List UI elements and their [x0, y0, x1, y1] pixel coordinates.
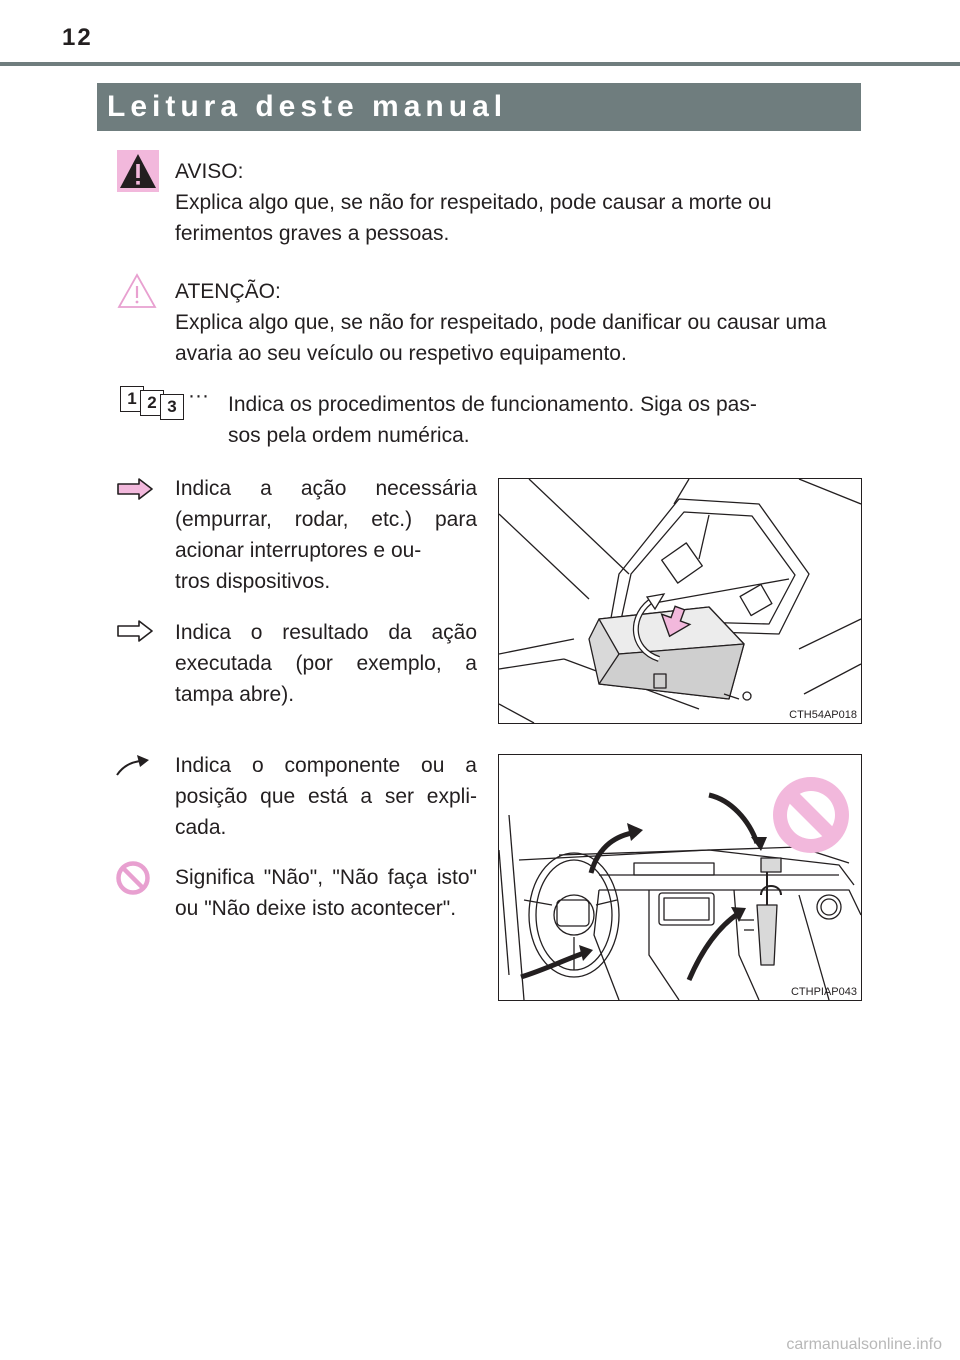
step-number-2: 2 [140, 390, 164, 416]
dashboard-illustration [499, 755, 861, 1000]
overhead-console-figure [498, 478, 862, 724]
page-number: 12 [62, 24, 93, 51]
atencao-text: Explica algo que, se não for respeitado, pode danificar ou causar uma avaria ao seu veículo ou respetivo equipamento. [175, 311, 827, 365]
action-text-line1: Indica a ação necessária (empurrar, rodar, etc.) para [175, 477, 477, 531]
figure-code: CTHPIAP043 [790, 986, 857, 998]
aviso-label: AVISO: [175, 160, 244, 183]
filled-pink-arrow-icon [117, 478, 153, 500]
component-text [175, 750, 477, 843]
prohibition-sign-icon [115, 860, 151, 896]
dashboard-figure [498, 754, 862, 1001]
atencao-entry [175, 276, 865, 369]
steps-text-line1: Indica os procedimentos de funcionamento. Siga os pas- [228, 393, 757, 416]
figure-code: CTH54AP018 [789, 709, 857, 721]
outline-arrow-icon [117, 620, 153, 642]
step-number-3: 3 [160, 394, 184, 420]
steps-text-line2: sos pela ordem numérica. [228, 424, 470, 447]
action-text-line3: tros dispositivos. [175, 570, 331, 593]
overhead-console-illustration [499, 479, 861, 723]
action-text-line2: acionar interruptores e ou- [175, 539, 422, 562]
component-text-line1: Indica o componente ou a posição que está a ser expli- [175, 754, 477, 808]
result-text-body: Indica o resultado da ação executada (por exemplo, a tampa abre). [175, 621, 477, 706]
step-number-1: 1 [120, 386, 144, 412]
result-text [175, 617, 477, 710]
aviso-text: Explica algo que, se não for respeitado, pode causar a morte ou ferimentos graves a pessoas. [175, 191, 772, 245]
footer-watermark: carmanualsonline.info [786, 1336, 942, 1353]
action-text [175, 473, 477, 597]
curved-pointer-arrow-icon [115, 755, 153, 777]
caution-outline-triangle-icon [117, 273, 157, 309]
prohibited-text-body: Significa "Não", "Não faça isto" ou "Não deixe isto acontecer". [175, 866, 477, 920]
aviso-entry [175, 156, 865, 249]
steps-text [228, 389, 868, 451]
prohibited-text [175, 862, 477, 924]
atencao-label: ATENÇÃO: [175, 280, 281, 303]
component-text-line2: cada. [175, 816, 227, 839]
warning-filled-triangle-icon [117, 150, 159, 192]
steps-ellipsis: ··· [188, 384, 209, 407]
top-rule [0, 62, 960, 66]
section-title: Leitura deste manual [97, 83, 861, 131]
